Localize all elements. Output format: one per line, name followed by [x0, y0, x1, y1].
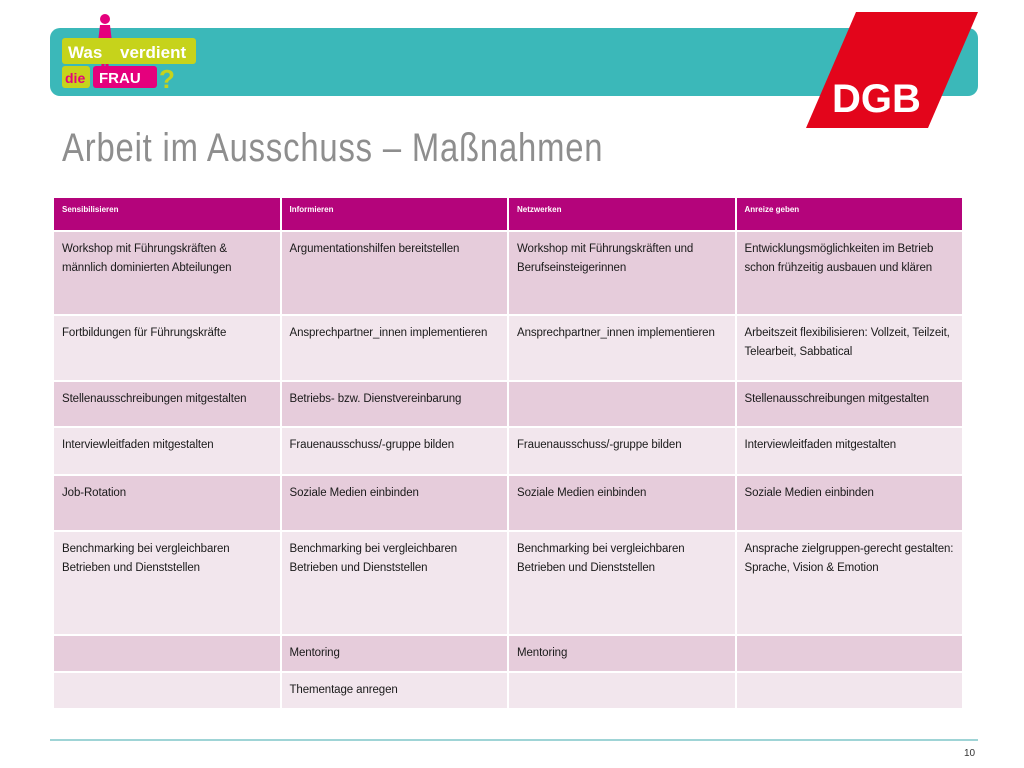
footer-divider: [50, 739, 978, 741]
column-header: Informieren: [281, 197, 509, 231]
table-cell: Benchmarking bei vergleichbaren Betrieben und Dienststellen: [53, 531, 281, 635]
table-row: [53, 475, 963, 531]
table-row: [53, 672, 963, 709]
table-cell: Thementage anregen: [281, 672, 509, 709]
table-cell: Ansprechpartner_innen implementieren: [508, 315, 736, 381]
svg-text:?: ?: [159, 64, 175, 94]
svg-text:DGB: DGB: [832, 77, 921, 121]
page-number: 10: [964, 748, 976, 759]
column-header: Netzwerken: [508, 197, 736, 231]
table-row: [53, 381, 963, 427]
table-cell: [53, 635, 281, 672]
table-cell: Fortbildungen für Führungskräfte: [53, 315, 281, 381]
table-cell: Soziale Medien einbinden: [508, 475, 736, 531]
table-row: [53, 231, 963, 315]
table-cell: [736, 635, 964, 672]
svg-text:verdient: verdient: [120, 43, 187, 62]
table-cell: [508, 672, 736, 709]
dgb-logo: [806, 12, 982, 130]
column-header: Anreize geben: [736, 197, 964, 231]
table-cell: Stellenausschreibungen mitgestalten: [736, 381, 964, 427]
table-cell: Entwicklungsmöglichkeiten im Betrieb schon frühzeitig ausbauen und klären: [736, 231, 964, 315]
table-cell: Benchmarking bei vergleichbaren Betrieben und Dienststellen: [281, 531, 509, 635]
table-cell: [53, 672, 281, 709]
was-verdient-die-frau-logo: [60, 10, 200, 94]
measures-table: [52, 196, 964, 710]
column-header: Sensibilisieren: [53, 197, 281, 231]
table-row: [53, 427, 963, 475]
page-title: Arbeit im Ausschuss – Maßnahmen: [62, 126, 604, 170]
table-cell: Betriebs- bzw. Dienstvereinbarung: [281, 381, 509, 427]
table-cell: Interviewleitfaden mitgestalten: [53, 427, 281, 475]
svg-text:FRAU: FRAU: [99, 70, 141, 87]
svg-text:die: die: [65, 70, 86, 86]
table-cell: Soziale Medien einbinden: [281, 475, 509, 531]
table-cell: Frauenausschuss/-gruppe bilden: [508, 427, 736, 475]
table-cell: Ansprache zielgruppen-gerecht gestalten: Sprache, Vision & Emotion: [736, 531, 964, 635]
table-cell: Stellenausschreibungen mitgestalten: [53, 381, 281, 427]
table-cell: Benchmarking bei vergleichbaren Betrieben und Dienststellen: [508, 531, 736, 635]
table-cell: Argumentationshilfen bereitstellen: [281, 231, 509, 315]
table-cell: Arbeitszeit flexibilisieren: Vollzeit, Teilzeit, Telearbeit, Sabbatical: [736, 315, 964, 381]
table-cell: Mentoring: [281, 635, 509, 672]
table-cell: Workshop mit Führungskräften & männlich dominierten Abteilungen: [53, 231, 281, 315]
table-cell: [508, 381, 736, 427]
table-cell: Ansprechpartner_innen implementieren: [281, 315, 509, 381]
table-cell: [736, 672, 964, 709]
table-cell: Job-Rotation: [53, 475, 281, 531]
table-cell: Mentoring: [508, 635, 736, 672]
table-cell: Frauenausschuss/-gruppe bilden: [281, 427, 509, 475]
table-row: [53, 315, 963, 381]
svg-text:Was: Was: [68, 43, 103, 62]
table-cell: Soziale Medien einbinden: [736, 475, 964, 531]
table-header-row: [53, 197, 963, 231]
table-cell: Interviewleitfaden mitgestalten: [736, 427, 964, 475]
table-row: [53, 635, 963, 672]
table-row: [53, 531, 963, 635]
table-cell: Workshop mit Führungskräften und Berufseinsteigerinnen: [508, 231, 736, 315]
